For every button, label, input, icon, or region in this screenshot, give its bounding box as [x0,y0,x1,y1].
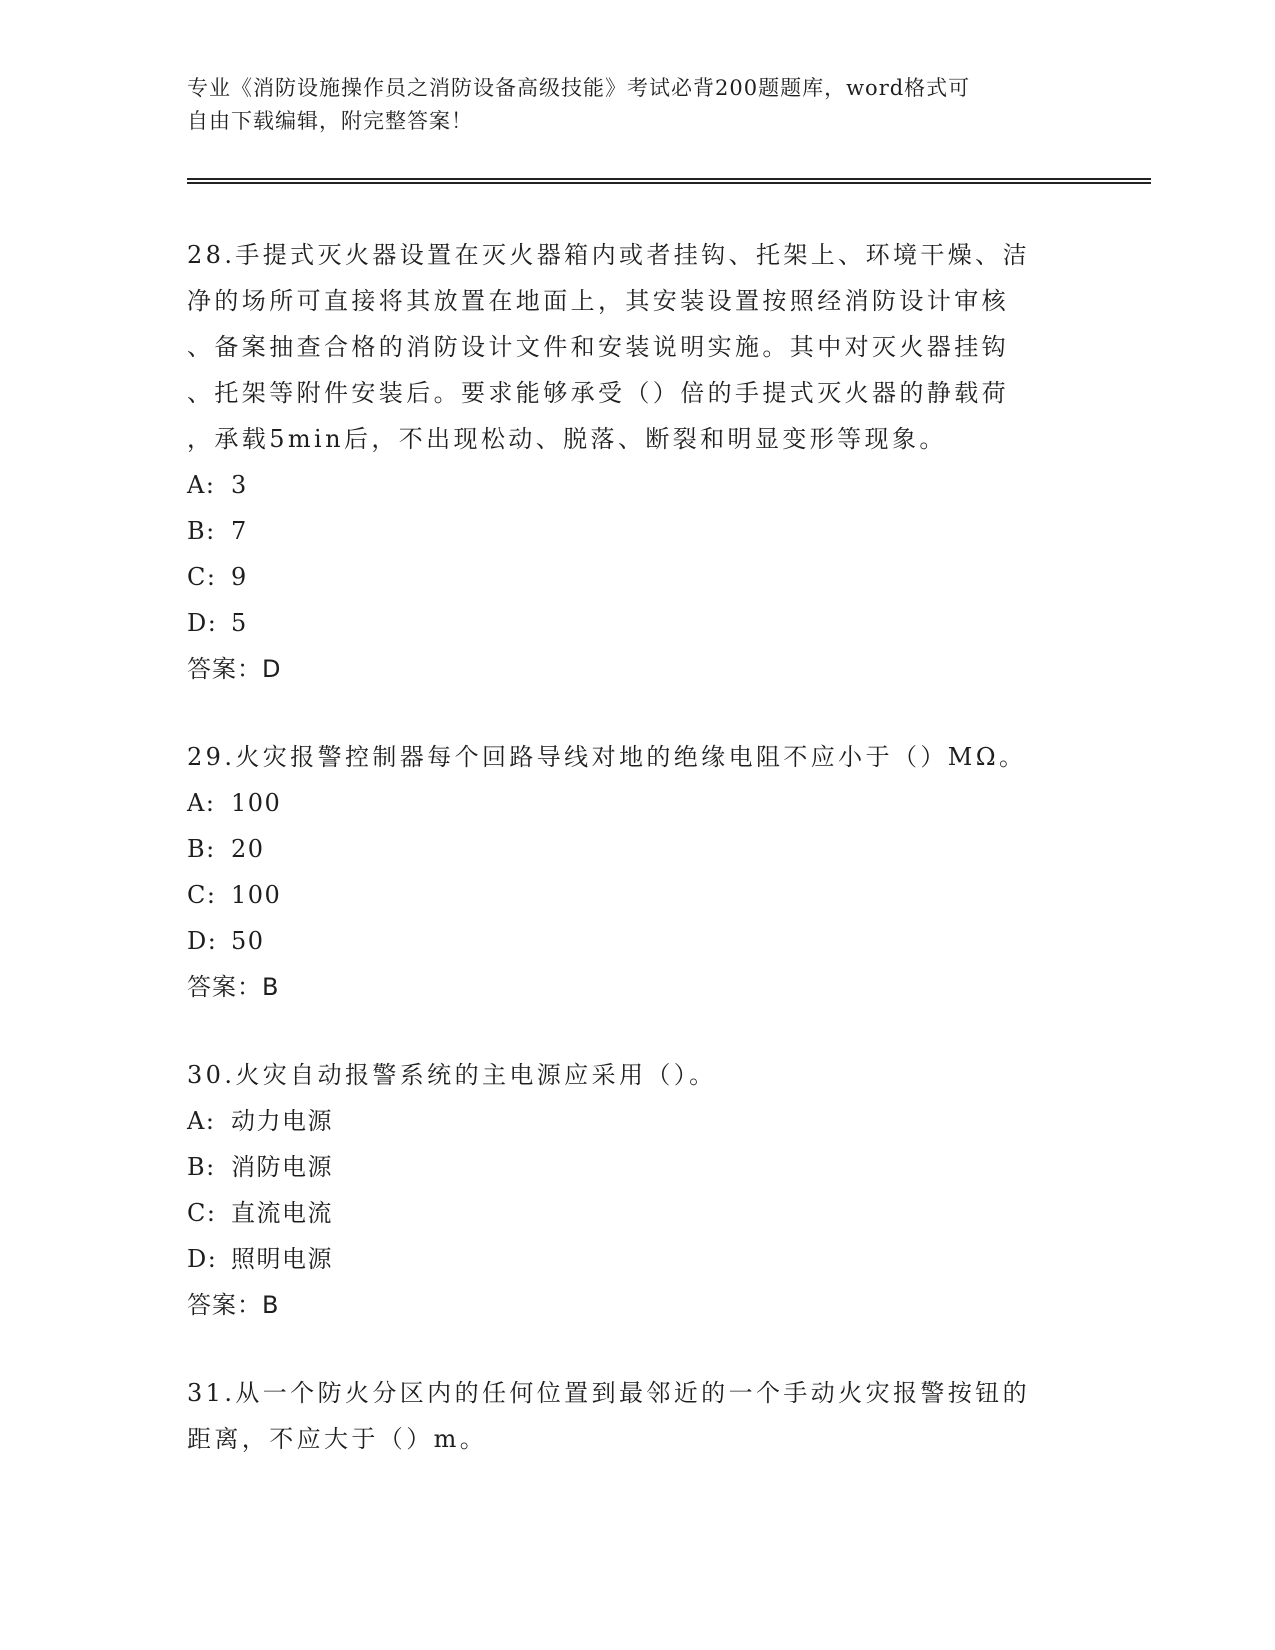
document-header [187,72,1067,138]
option-letter: D: [187,1245,218,1273]
question-28 [187,232,1087,692]
option-text: 3 [231,471,248,499]
header-title-line-2: 自由下载编辑，附完整答案！ [187,109,473,133]
question-text-line: 31.从一个防火分区内的任何位置到最邻近的一个手动火灾报警按钮的 [187,1379,1030,1407]
question-list [187,232,1087,1462]
option-d [187,600,1087,646]
option-d [187,918,1087,964]
option-c [187,554,1087,600]
option-b [187,1144,1087,1190]
option-text: 照明电源 [231,1245,333,1273]
option-letter: C: [187,881,217,909]
question-text-line: 29.火灾报警控制器每个回路导线对地的绝缘电阻不应小于（）MΩ。 [187,743,1027,771]
option-d [187,1236,1087,1282]
question-text-line: 30.火灾自动报警系统的主电源应采用（）。 [187,1061,717,1089]
option-letter: A: [187,471,216,499]
option-letter: C: [187,563,217,591]
question-text-line: ，承载5min后，不出现松动、脱落、断裂和明显变形等现象。 [187,425,947,453]
option-b [187,508,1087,554]
question-text-line: 28.手提式灭火器设置在灭火器箱内或者挂钩、托架上、环境干燥、洁 [187,241,1030,269]
question-spacer [187,1328,1087,1370]
option-a [187,1098,1087,1144]
option-text: 9 [231,563,248,591]
question-text-line: 距离，不应大于（）m。 [187,1425,488,1453]
header-divider-bottom [187,182,1151,184]
option-letter: C: [187,1199,217,1227]
option-text: 直流电流 [231,1199,333,1227]
option-letter: D: [187,609,218,637]
answer-line: 答案：B [187,973,280,1001]
option-text: 100 [231,789,282,817]
answer-line: 答案：D [187,655,282,683]
option-text: 5 [231,609,248,637]
option-letter: A: [187,1107,216,1135]
option-letter: B: [187,835,216,863]
option-text: 动力电源 [231,1107,333,1135]
answer-line: 答案：B [187,1291,280,1319]
option-c [187,872,1087,918]
question-text-line: 、托架等附件安装后。要求能够承受（）倍的手提式灭火器的静载荷 [187,379,1009,407]
option-letter: B: [187,517,216,545]
option-text: 50 [231,927,265,955]
question-text-line: 、备案抽查合格的消防设计文件和安装说明实施。其中对灭火器挂钩 [187,333,1009,361]
option-text: 7 [231,517,248,545]
header-divider-top [187,178,1151,180]
header-title-line-1: 专业《消防设施操作员之消防设备高级技能》考试必背200题题库，word格式可 [187,76,971,100]
option-text: 消防电源 [231,1153,333,1181]
question-spacer [187,1010,1087,1052]
option-text: 20 [231,835,265,863]
question-text-line: 净的场所可直接将其放置在地面上，其安装设置按照经消防设计审核 [187,287,1009,315]
option-c [187,1190,1087,1236]
option-b [187,826,1087,872]
option-text: 100 [231,881,282,909]
option-a [187,780,1087,826]
option-a [187,462,1087,508]
question-31 [187,1370,1087,1462]
question-30 [187,1052,1087,1328]
option-letter: A: [187,789,216,817]
option-letter: D: [187,927,218,955]
question-spacer [187,692,1087,734]
question-29 [187,734,1087,1010]
option-letter: B: [187,1153,216,1181]
